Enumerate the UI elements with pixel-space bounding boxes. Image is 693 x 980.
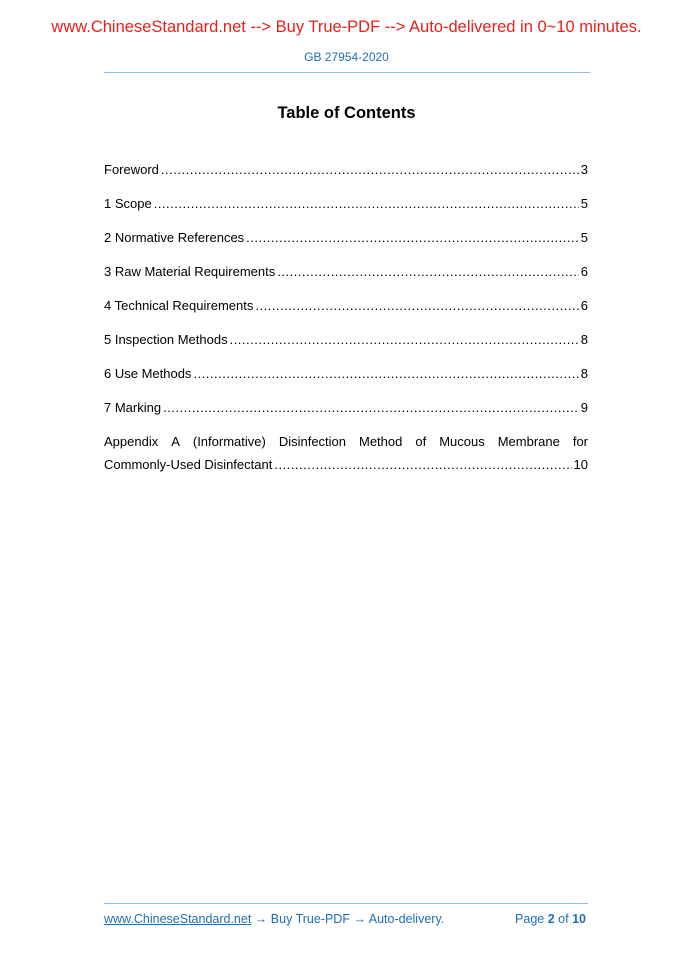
toc-title: Table of Contents (277, 104, 416, 122)
dot-leader (255, 296, 578, 316)
dot-leader (277, 262, 579, 282)
appendix-word: Mucous (439, 434, 485, 449)
toc-entry-use-methods[interactable] (104, 364, 588, 398)
appendix-word: Method (359, 434, 403, 449)
footer-promo (104, 912, 444, 926)
toc-list (104, 160, 588, 475)
dot-leader (274, 455, 571, 475)
footer-divider (104, 903, 588, 904)
toc-entry-label: 1 Scope (104, 196, 152, 211)
footer-site-link[interactable]: www.ChineseStandard.net (104, 912, 252, 926)
page-number (515, 912, 586, 926)
toc-entry-label: 5 Inspection Methods (104, 332, 228, 347)
toc-entry-page: 5 (580, 196, 588, 211)
toc-entry-appendix-line2 (104, 455, 588, 475)
toc-entry-inspection-methods[interactable] (104, 330, 588, 364)
toc-entry-page: 6 (580, 264, 588, 279)
appendix-word: A (171, 434, 180, 449)
appendix-word: Disinfection (278, 434, 347, 449)
dot-leader (163, 398, 579, 418)
toc-entry-appendix-a[interactable] (104, 432, 588, 475)
toc-entry-scope[interactable] (104, 194, 588, 228)
dot-leader (154, 194, 579, 214)
toc-entry-label: 4 Technical Requirements (104, 298, 254, 313)
toc-entry-label: Commonly-Used Disinfectant (104, 457, 273, 472)
appendix-word: (Informative) (192, 434, 266, 449)
of-word: of (558, 912, 569, 926)
toc-entry-raw-material-requirements[interactable] (104, 262, 588, 296)
dot-leader (161, 160, 579, 180)
appendix-word: for (572, 434, 588, 449)
page-footer (104, 912, 586, 926)
toc-entry-technical-requirements[interactable] (104, 296, 588, 330)
header-divider (104, 72, 590, 73)
toc-entry-marking[interactable] (104, 398, 588, 432)
dot-leader (230, 330, 579, 350)
toc-entry-label: 2 Normative References (104, 230, 245, 245)
toc-entry-label: Foreword (104, 162, 159, 177)
toc-entry-normative-references[interactable] (104, 228, 588, 262)
toc-entry-appendix-line1 (104, 432, 588, 455)
toc-entry-page: 6 (580, 298, 588, 313)
toc-entry-page: 5 (580, 230, 588, 245)
dot-leader (193, 364, 578, 384)
arrow-right-icon: → (353, 912, 366, 926)
appendix-word: of (415, 434, 427, 449)
appendix-word: Membrane (497, 434, 560, 449)
dot-leader (246, 228, 579, 248)
appendix-word: Appendix (104, 434, 159, 449)
toc-entry-label: 3 Raw Material Requirements (104, 264, 276, 279)
page-current: 2 (547, 912, 555, 926)
toc-entry-page: 10 (573, 457, 588, 472)
footer-auto-text: Auto-delivery. (368, 912, 445, 926)
toc-entry-label: 6 Use Methods (104, 366, 192, 381)
standard-code: GB 27954-2020 (304, 50, 389, 64)
footer-buy-text: Buy True-PDF (270, 912, 350, 926)
arrow-right-icon: → (254, 912, 268, 926)
toc-entry-foreword[interactable] (104, 160, 588, 194)
toc-entry-page: 9 (580, 400, 588, 415)
toc-entry-page: 8 (580, 332, 588, 347)
top-banner-link[interactable]: www.ChineseStandard.net --> Buy True-PDF --> Auto-delivered in 0~10 minutes. (51, 18, 642, 36)
toc-entry-page: 8 (580, 366, 588, 381)
page-word: Page (515, 912, 545, 926)
page-total: 10 (572, 912, 586, 926)
toc-entry-page: 3 (580, 162, 588, 177)
toc-entry-label: 7 Marking (104, 400, 162, 415)
